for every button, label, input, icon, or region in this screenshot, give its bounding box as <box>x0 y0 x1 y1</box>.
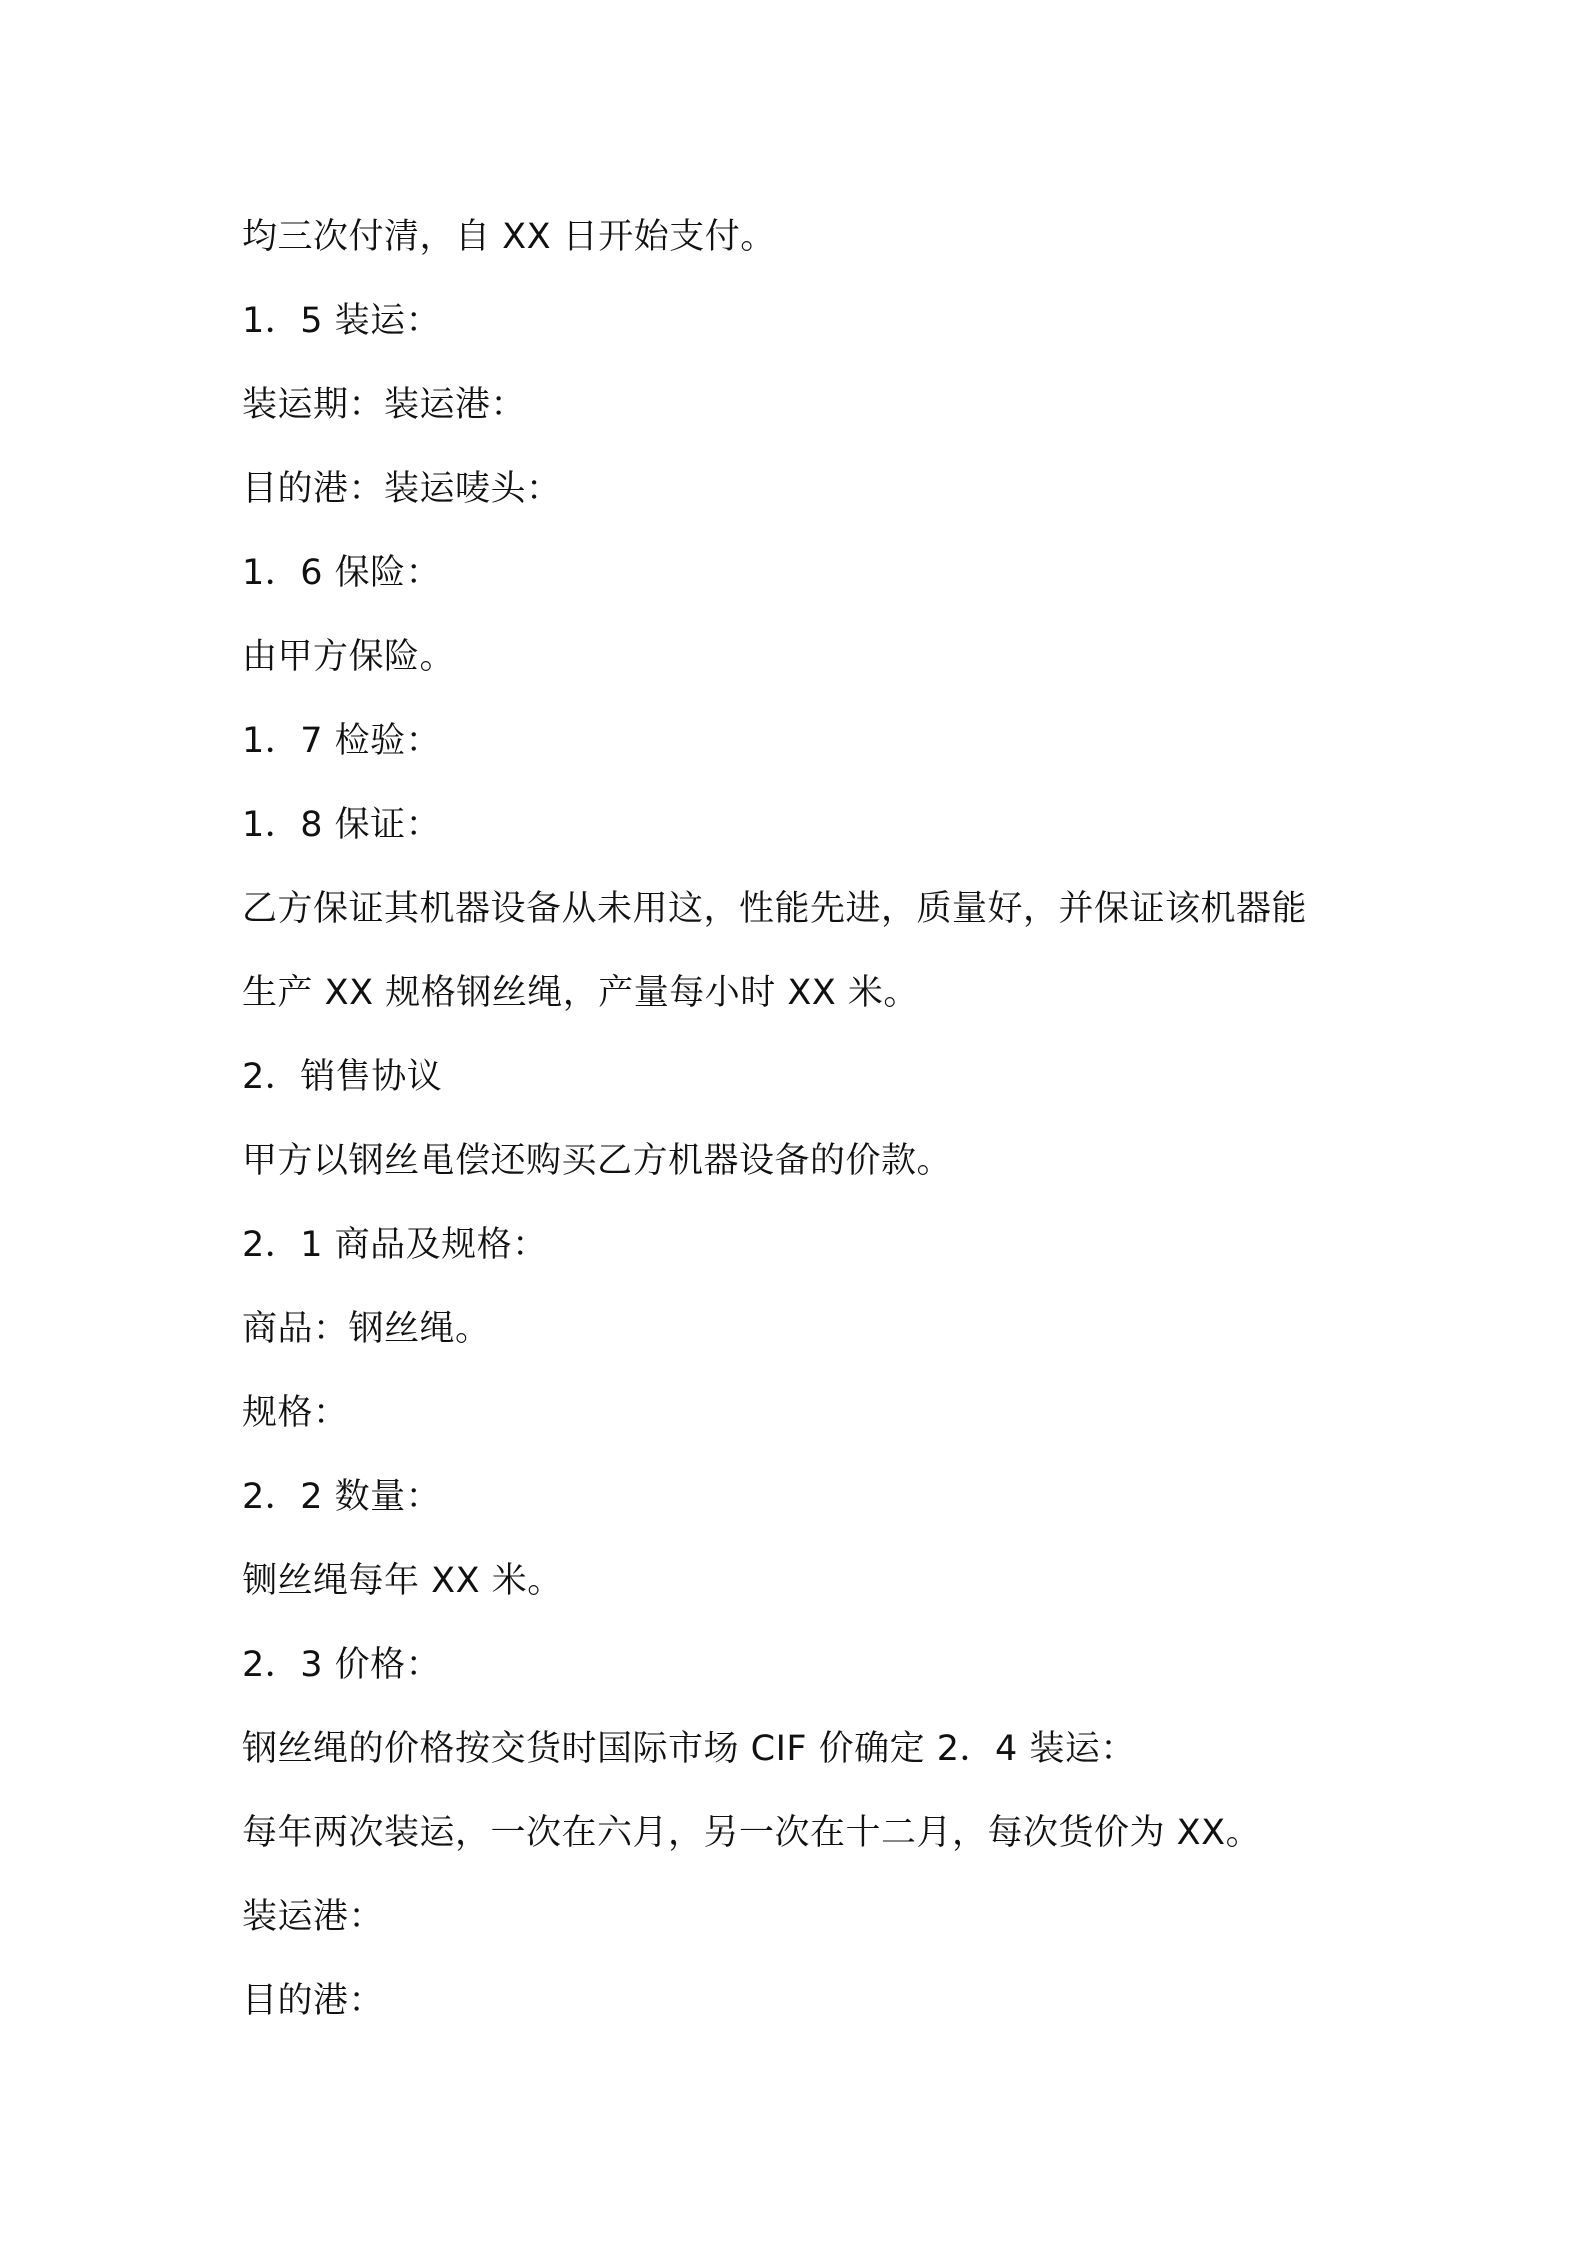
text-line-sales-agreement: 甲方以钢丝黾偿还购买乙方机器设备的价款。 <box>242 1141 953 1181</box>
heading-1-5-shipment: 1．5 装运： <box>242 301 442 341</box>
heading-1-7-inspection: 1．7 检验： <box>242 721 442 761</box>
text-line-loading-port: 装运港： <box>242 1897 385 1937</box>
text-line-shipment-period-port: 装运期：装运港： <box>242 385 527 425</box>
text-line-shipment-schedule: 每年两次装运，一次在六月，另一次在十二月，每次货价为 XX。 <box>242 1813 1262 1853</box>
text-line-destination-marks: 目的港：装运唛头： <box>242 469 562 509</box>
heading-2-2-quantity: 2．2 数量： <box>242 1477 442 1517</box>
text-line-price: 钢丝绳的价格按交货时国际市场 CIF 价确定 2．4 装运： <box>242 1729 1136 1769</box>
heading-2-3-price: 2．3 价格： <box>242 1645 442 1685</box>
text-line-insurance: 由甲方保险。 <box>242 637 456 677</box>
heading-2-sales-agreement: 2．销售协议 <box>242 1057 443 1097</box>
text-line-quantity: 铡丝绳每年 XX 米。 <box>242 1561 563 1601</box>
text-line-goods: 商品：钢丝绳。 <box>242 1309 491 1349</box>
text-line-payment-terms: 均三次付清，自 XX 日开始支付。 <box>242 217 776 257</box>
text-line-guarantee-2: 生产 XX 规格钢丝绳，产量每小时 XX 米。 <box>242 973 919 1013</box>
text-line-spec: 规格： <box>242 1393 349 1433</box>
text-line-destination-port: 目的港： <box>242 1981 385 2021</box>
heading-1-6-insurance: 1．6 保险： <box>242 553 442 593</box>
heading-2-1-goods-spec: 2．1 商品及规格： <box>242 1225 548 1265</box>
document-body <box>242 195 1382 2043</box>
heading-1-8-guarantee: 1．8 保证： <box>242 805 442 845</box>
text-line-guarantee-1: 乙方保证其机器设备从未用这，性能先进，质量好，并保证该机器能 <box>242 889 1308 929</box>
